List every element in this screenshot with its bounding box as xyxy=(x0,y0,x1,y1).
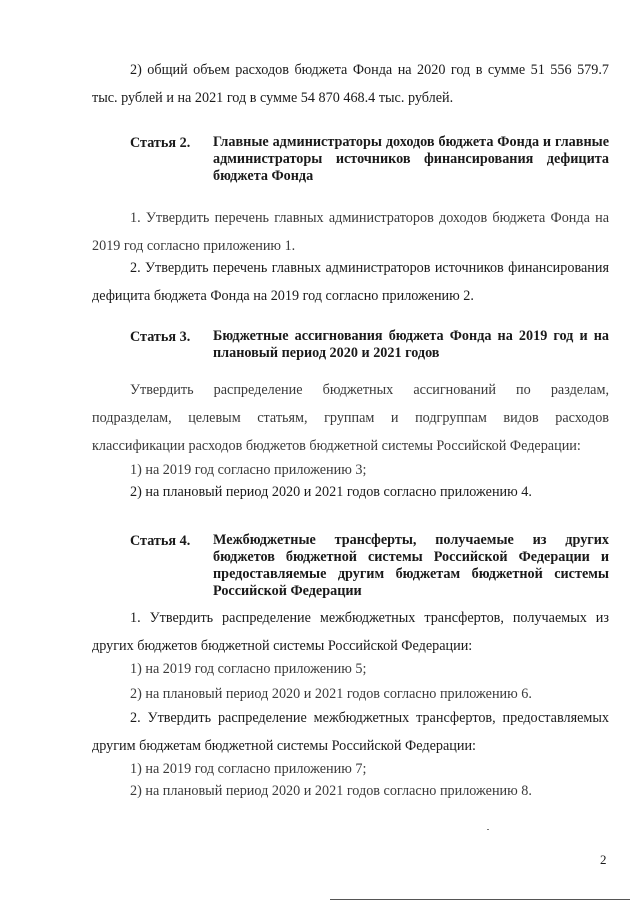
article-4-title: Межбюджетные трансферты, получаемые из других бюджетов бюджетной системы Российской Федерации и предоставляемые другим бюджетам бюджетной системы Российской Федерации xyxy=(213,532,609,599)
article-2-paragraph-2: 2. Утвердить перечень главных администраторов источников финансирования дефицита бюджета Фонда на 2019 год согласно приложению 2. xyxy=(92,260,609,304)
article-4-item-2: 2) на плановый период 2020 и 2021 годов согласно приложению 6. xyxy=(130,686,532,702)
expenses-paragraph: 2) общий объем расходов бюджета Фонда на 2020 год в сумме 51 556 579.7 тыс. рублей и на 2021 год в сумме 54 870 468.4 тыс. рублей. xyxy=(92,62,609,106)
article-3-label: Статья 3. xyxy=(130,329,191,345)
article-2-label: Статья 2. xyxy=(130,135,191,151)
article-3-item-1: 1) на 2019 год согласно приложению 3; xyxy=(130,462,367,478)
article-3-item-2: 2) на плановый период 2020 и 2021 годов согласно приложению 4. xyxy=(130,484,532,500)
page-number: 2 xyxy=(600,852,607,867)
article-4-label: Статья 4. xyxy=(130,533,191,549)
article-4-item-1: 1) на 2019 год согласно приложению 5; xyxy=(130,661,367,677)
article-4-paragraph-1: 1. Утвердить распределение межбюджетных трансфертов, получаемых из других бюджетов бюджетной системы Российской Федерации: xyxy=(92,610,609,654)
article-2-paragraph-1: 1. Утвердить перечень главных администраторов доходов бюджета Фонда на 2019 год согласно приложению 1. xyxy=(92,210,609,254)
article-4-item-3: 1) на 2019 год согласно приложению 7; xyxy=(130,761,367,777)
article-3-paragraph-1: Утвердить распределение бюджетных ассигнований по разделам, подразделам, целевым статьям, группам и подгруппам видов расходов классификации расходов бюджетов бюджетной системы Российской Федерации: xyxy=(92,382,609,454)
article-2-title: Главные администраторы доходов бюджета Фонда и главные администраторы источников финансирования дефицита бюджета Фонда xyxy=(213,134,609,184)
article-4-item-4: 2) на плановый период 2020 и 2021 годов согласно приложению 8. xyxy=(130,783,532,799)
article-3-title: Бюджетные ассигнования бюджета Фонда на 2019 год и на плановый период 2020 и 2021 годов xyxy=(213,328,609,361)
article-4-paragraph-2: 2. Утвердить распределение межбюджетных трансфертов, предоставляемых другим бюджетам бюджетной системы Российской Федерации: xyxy=(92,710,609,754)
footer-rule xyxy=(330,899,630,900)
scan-speck xyxy=(487,829,489,830)
